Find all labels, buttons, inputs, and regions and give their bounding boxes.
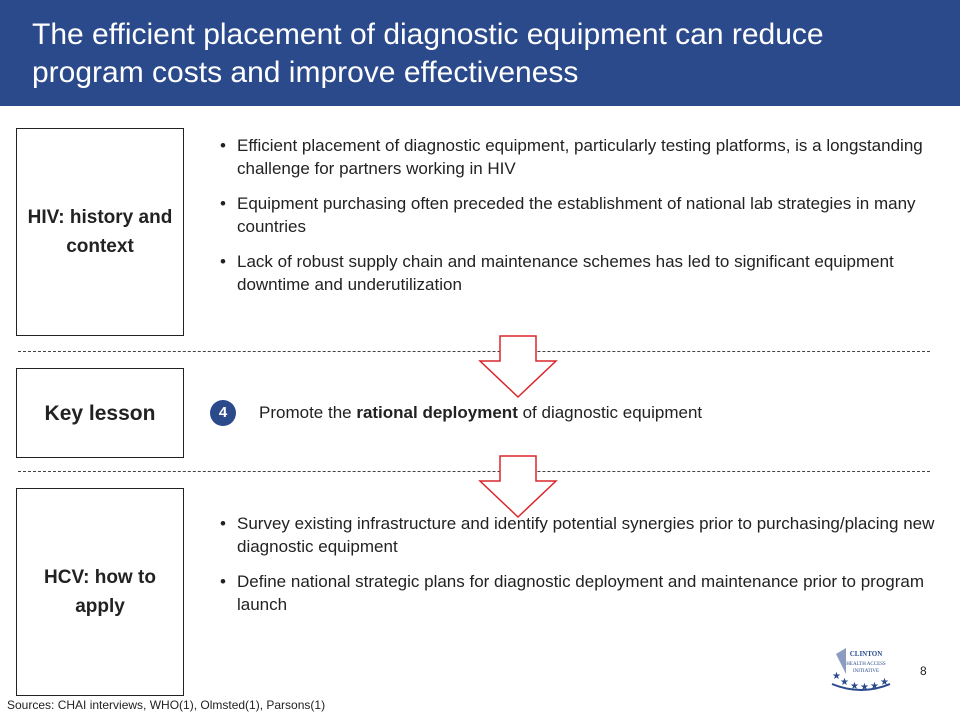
svg-text:★: ★ [832,671,841,682]
hiv-context-label-text: HIV: history and context [27,207,173,257]
hiv-bullet: • Equipment purchasing often preceded the establishment of national lab strategies in many countries [220,192,940,238]
hcv-bullet: • Survey existing infrastructure and identify potential synergies prior to purchasing/placing new diagnostic equipment [220,512,940,558]
dashed-divider-top [18,351,930,352]
dashed-divider-bottom [18,471,930,472]
hiv-bullet: • Efficient placement of diagnostic equipment, particularly testing platforms, is a longstanding challenge for partners working in HIV [220,134,940,180]
svg-text:★: ★ [850,681,859,692]
lesson-text-pre: Promote the [259,403,357,422]
page-number: 8 [920,664,927,678]
svg-text:★: ★ [870,681,879,692]
lesson-text-bold: rational deployment [356,403,518,422]
down-arrow-icon [478,455,558,519]
slide-title: The efficient placement of diagnostic equipment can reduce program costs and improve effectiveness [32,18,824,89]
svg-text:CLINTON: CLINTON [849,650,883,658]
svg-text:★: ★ [880,677,889,688]
svg-text:★: ★ [860,682,869,693]
down-arrow-icon [478,335,558,399]
hcv-apply-label [16,488,184,696]
lesson-number-badge: 4 [210,400,236,426]
hcv-bullet-list [220,512,940,628]
title-bar [0,0,960,106]
svg-text:★: ★ [840,677,849,688]
hiv-bullet-list [220,134,940,308]
key-lesson-label-text: Key lesson [44,401,156,425]
sources-footnote: Sources: CHAI interviews, WHO(1), Olmsted(1), Parsons(1) [7,698,326,712]
key-lesson-label [16,368,184,458]
hcv-apply-label-text: HCV: how to apply [44,567,156,617]
svg-text:HEALTH ACCESS: HEALTH ACCESS [846,662,886,667]
key-lesson-text [259,402,702,424]
hiv-bullet: • Lack of robust supply chain and maintenance schemes has led to significant equipment downtime and underutilization [220,250,940,296]
clinton-health-access-logo [826,644,896,694]
lesson-text-post: of diagnostic equipment [517,403,703,422]
hiv-context-label [16,128,184,336]
hcv-bullet: • Define national strategic plans for diagnostic deployment and maintenance prior to program launch [220,570,940,616]
svg-text:INITIATIVE: INITIATIVE [852,669,880,674]
